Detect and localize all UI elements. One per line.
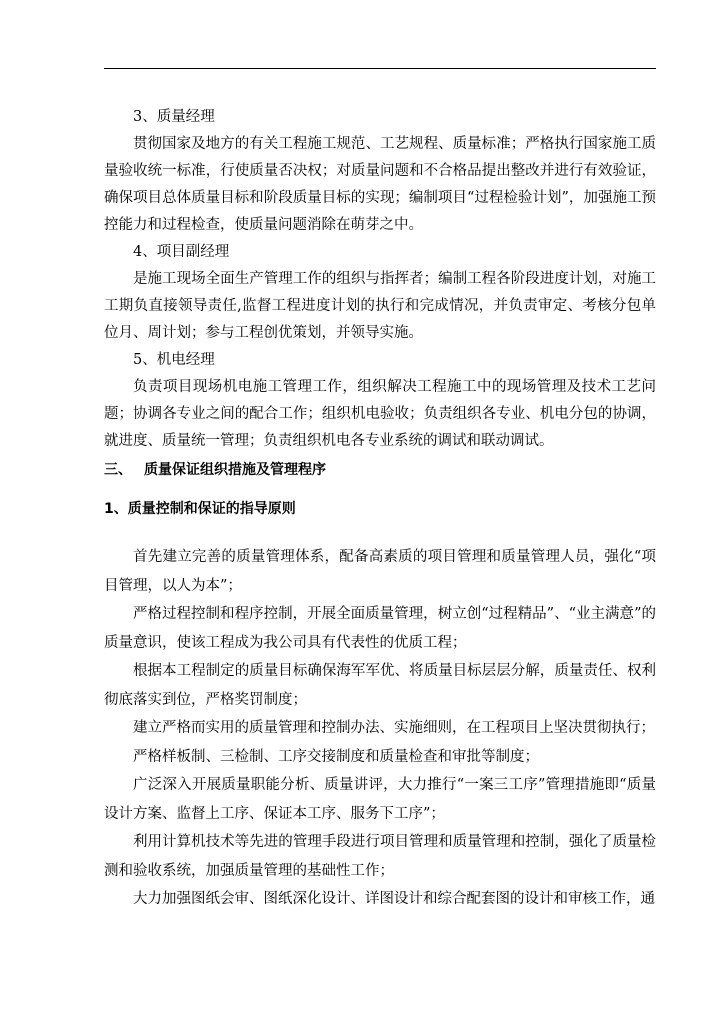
principles-list [104, 543, 656, 914]
principle-paragraph: 广泛深入开展质量职能分析、质量讲评，大力推行“一案三工序”管理措施即“质量设计方案、监督上工序、保证本工序、服务下工序”； [104, 777, 656, 822]
paragraph-quality-manager: 贯彻国家及地方的有关工程施工规范、工艺规程、质量标准；严格执行国家施工质量验收统一标准，行使质量否决权；对质量问题和不合格品提出整改并进行有效验证，确保项目总体质量目标和阶段质量目标的实现；编制项目“过程检验计划”，加强施工预控能力和过程检查，使质量问题消除在萌芽之中。 [104, 136, 656, 233]
principle-paragraph: 首先建立完善的质量管理体系，配备高素质的项目管理和质量管理人员，强化“项目管理，以人为本”； [104, 549, 656, 594]
paragraph-deputy-manager: 是施工现场全面生产管理工作的组织与指挥者；编制工程各阶段进度计划，对施工工期负直接领导责任,监督工程进度计划的执行和完成情况，并负责审定、考核分包单位月、周计划；参与工程创优策划，并领导实施。 [104, 271, 656, 341]
heading-quality-manager: 3、质量经理 [133, 109, 215, 125]
header-rule [104, 68, 656, 69]
paragraph-mep-manager: 负责项目现场机电施工管理工作，组织解决工程施工中的现场管理及技术工艺问题；协调各专业之间的配合工作；组织机电验收；负责组织各专业、机电分包的协调，就进度、质量统一管理；负责组织机电各专业系统的调试和联动调试。 [104, 379, 656, 449]
principle-paragraph: 根据本工程制定的质量目标确保海军军优、将质量目标层层分解，质量责任、权利彻底落实到位，严格奖罚制度； [104, 663, 656, 708]
principle-paragraph: 大力加强图纸会审、图纸深化设计、详图设计和综合配套图的设计和审核工作，通 [133, 891, 655, 907]
principle-paragraph: 建立严格而实用的质量管理和控制办法、实施细则，在工程项目上坚决贯彻执行； [133, 720, 655, 736]
principle-paragraph: 严格样板制、三检制、工序交接制度和质量检查和审批等制度； [133, 748, 539, 765]
heading-mep-manager: 5、机电经理 [133, 352, 215, 368]
section-3-number: 三、 [104, 462, 132, 478]
subsection-1-heading: 1、质量控制和保证的指导原则 [104, 501, 296, 517]
principle-paragraph: 严格过程控制和程序控制，开展全面质量管理，树立创“过程精品”、“业主满意”的质量意识，使该工程成为我公司具有代表性的优质工程； [104, 606, 656, 651]
section-3-title: 质量保证组织措施及管理程序 [144, 462, 326, 478]
principle-paragraph: 利用计算机技术等先进的管理手段进行项目管理和质量管理和控制，强化了质量检测和验收系统，加强质量管理的基础性工作； [104, 834, 656, 879]
heading-deputy-manager: 4、项目副经理 [133, 244, 230, 260]
section-3-heading [104, 457, 656, 484]
document-body [104, 104, 656, 914]
